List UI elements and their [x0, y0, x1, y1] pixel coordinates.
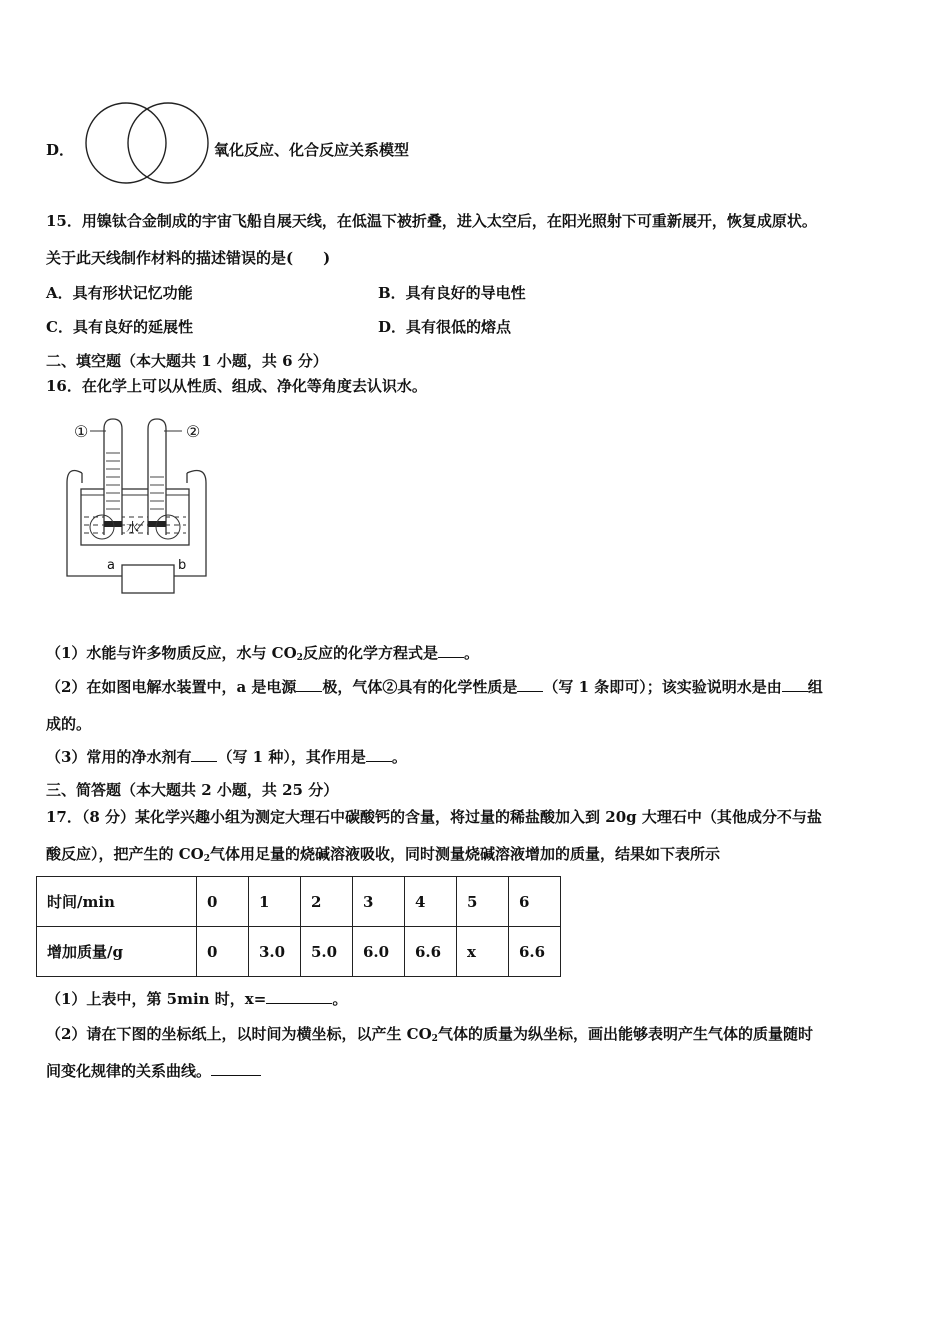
power-supply: [122, 565, 174, 593]
table-row: [37, 877, 561, 927]
table-cell: x: [457, 927, 509, 977]
table-cell: 0: [197, 877, 249, 927]
table-cell: 3: [353, 877, 405, 927]
table-header-time: 时间/min: [37, 877, 197, 927]
table-cell: 6: [509, 877, 561, 927]
table-row: [37, 927, 561, 977]
electrode-a-label: a: [107, 558, 115, 573]
venn-circle-right: [128, 103, 208, 183]
table-cell: 0: [197, 927, 249, 977]
table-cell: 5.0: [301, 927, 353, 977]
q16-part2: （2）在如图电解水装置中，a 是电源 极，气体②具有的化学性质是 （写 1 条即可）；该实验说明水是由 组: [46, 678, 823, 696]
q15-option-b: B．具有良好的导电性: [378, 284, 526, 302]
q17-part1: （1）上表中，第 5min 时，x= 。: [46, 990, 348, 1008]
table-cell: 4: [405, 877, 457, 927]
q15-stem-line1: 15．用镍钛合金制成的宇宙飞船自展天线，在低温下被折叠，进入太空后，在阳光照射下可重新展开，恢复成原状。: [46, 212, 817, 230]
tube-1-label: ①: [74, 422, 89, 441]
table-cell: 5: [457, 877, 509, 927]
q14-option-d-text: 氧化反应、化合反应关系模型: [214, 141, 410, 159]
q15-stem-line2: 关于此天线制作材料的描述错误的是( ): [46, 249, 331, 267]
section3-title: 三、简答题（本大题共 2 小题，共 25 分）: [46, 781, 339, 799]
venn-diagram: [74, 100, 214, 190]
water-label: 水: [126, 521, 140, 536]
venn-circle-left: [86, 103, 166, 183]
table-cell: 1: [249, 877, 301, 927]
table-cell: 6.6: [509, 927, 561, 977]
electrolysis-apparatus: [62, 413, 222, 613]
table-cell: 6.6: [405, 927, 457, 977]
q16-stem: 16．在化学上可以从性质、组成、净化等角度去认识水。: [46, 377, 427, 395]
q17-stem-line1: 17．（8 分）某化学兴趣小组为测定大理石中碳酸钙的含量，将过量的稀盐酸加入到 20g 大理石中（其他成分不与盐: [46, 808, 822, 826]
table-header-mass: 增加质量/g: [37, 927, 197, 977]
q17-data-table: [36, 876, 561, 977]
q17-stem-line2: 酸反应），把产生的 $CO_2$气体用足量的烧碱溶液吸收，同时测量烧碱溶液增加的质量，结果如下表所示: [46, 845, 721, 864]
q16-part3: （3）常用的净水剂有 （写 1 种），其作用是 。: [46, 748, 407, 766]
section2-title: 二、填空题（本大题共 1 小题，共 6 分）: [46, 352, 328, 370]
q16-part2-line2: 成的。: [46, 715, 92, 733]
q15-option-c: C．具有良好的延展性: [46, 318, 193, 336]
q15-option-d: D．具有很低的熔点: [378, 318, 512, 336]
q17-part2-line1: （2）请在下图的坐标纸上，以时间为横坐标，以产生 $CO_2$气体的质量为纵坐标，画出能够表明产生气体的质量随时: [46, 1025, 813, 1044]
q15-option-a: A．具有形状记忆功能: [46, 284, 193, 302]
q16-part1: （1）水能与许多物质反应，水与 $CO_2$反应的化学方程式是 。: [46, 644, 479, 663]
tube-2-label: ②: [186, 422, 201, 441]
table-cell: 6.0: [353, 927, 405, 977]
q17-part2-line2: 间变化规律的关系曲线。: [46, 1061, 261, 1081]
electrode-b-label: b: [178, 558, 187, 573]
table-cell: 3.0: [249, 927, 301, 977]
table-cell: 2: [301, 877, 353, 927]
q14-option-d-label: D．: [46, 141, 75, 159]
